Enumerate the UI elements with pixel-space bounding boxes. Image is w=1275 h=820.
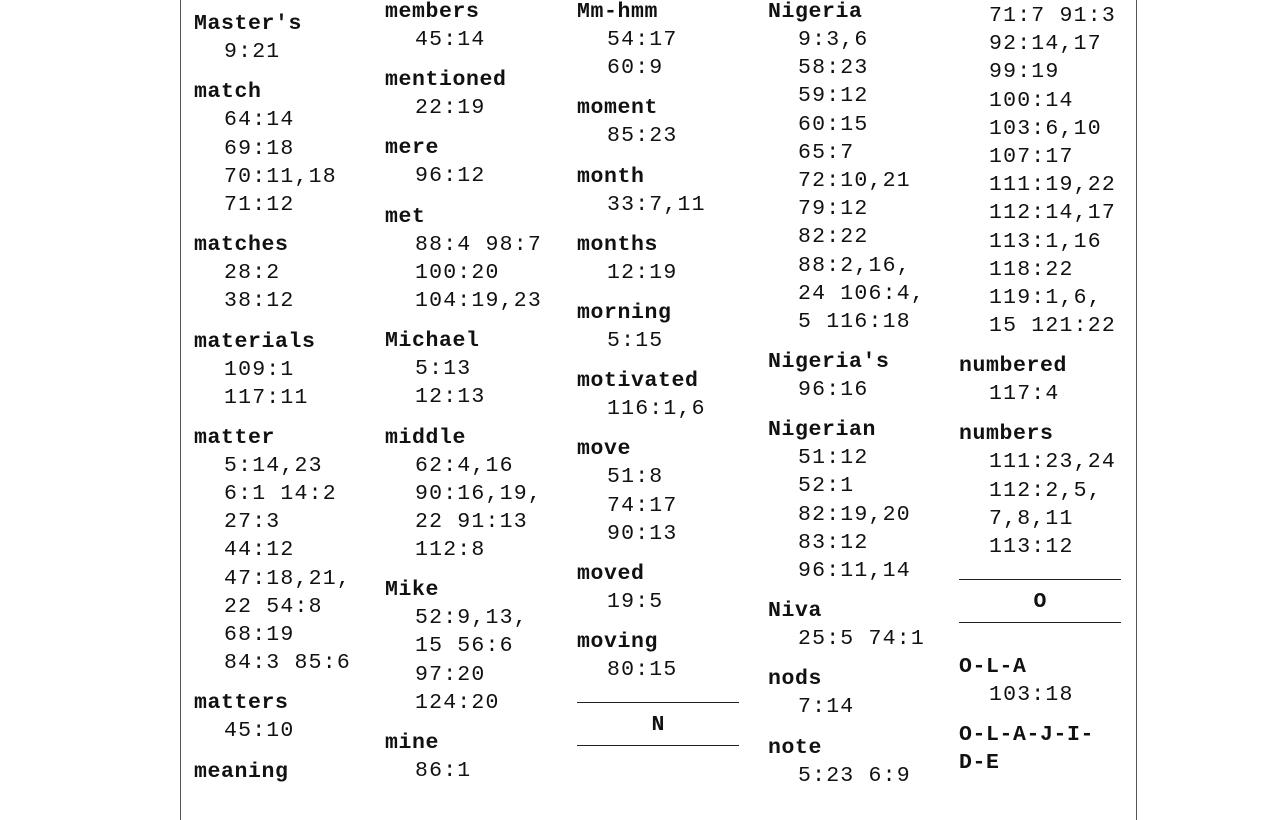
page-reference: 117:4 [989,382,1060,407]
index-term: matters [194,691,289,716]
page-reference: 44:12 [224,538,295,563]
page-reference: 45:10 [224,719,295,744]
index-column-3 [577,0,752,776]
page-references [959,380,1134,408]
page-reference: 103:6,10 [989,116,1102,141]
page-reference: 52:1 [798,474,855,499]
page-reference: 72:10,21 [798,168,911,193]
index-term: move [577,437,632,462]
page-reference: 64:14 [224,108,295,133]
page-references [385,94,560,122]
page-reference: 111:19,22 [989,173,1116,198]
page-references [577,395,752,423]
index-term: members [385,0,480,24]
page-references [385,604,560,717]
page-reference: 52:9,13, [415,606,528,631]
page-reference: 82:22 [798,225,869,250]
page-reference: 33:7,11 [607,192,706,217]
page-reference: 22:19 [415,96,486,121]
section-divider [577,745,739,746]
page-reference: 5:14,23 [224,453,323,478]
page-reference: 68:19 [224,623,295,647]
page-reference: 65:7 [798,140,855,165]
page-reference: 60:9 [607,56,664,81]
page-reference: 12:19 [607,260,678,285]
section-letter: O [1033,590,1047,615]
page-references [385,26,560,54]
page-reference: 22 54:8 [224,594,323,619]
index-term: D-E [959,751,1000,776]
page-references [959,2,1134,340]
page-references [959,681,1134,709]
page-reference: 6:1 14:2 [224,482,337,507]
page-reference: 117:11 [224,385,309,410]
index-term: middle [385,425,467,450]
page-reference: 69:18 [224,136,295,161]
index-term: mere [385,136,440,161]
page-reference: 96:16 [798,378,869,403]
page-reference: 24 106:4, [798,281,925,306]
page-reference: 5:15 [607,328,664,353]
page-references [385,231,560,316]
page-references [385,162,560,190]
index-term: matter [194,425,276,450]
page-references [577,327,752,355]
page-reference: 107:17 [989,144,1074,169]
page-reference: 90:13 [607,521,678,546]
page-references [194,38,369,66]
page-references [577,26,752,82]
section-divider [959,622,1121,623]
page-reference: 25:5 74:1 [798,627,925,652]
index-term: motivated [577,369,699,394]
index-term: matches [194,233,289,258]
page-reference: 100:20 [415,260,500,285]
index-term: Mm-hmm [577,0,659,24]
page-references [768,376,943,404]
section-letter: N [651,713,665,738]
page-reference: 99:19 [989,60,1060,85]
index-term: Nigeria's [768,350,890,375]
index-term: O-L-A-J-I- [959,723,1095,748]
index-column-2 [385,0,560,797]
page-reference: 15 56:6 [415,634,514,659]
page-reference: 22 91:13 [415,509,528,534]
section-divider [577,702,739,703]
index-term: moving [577,630,659,655]
page-reference: 112:14,17 [989,201,1116,226]
page-references [577,259,752,287]
page-references [768,26,943,336]
page-reference: 79:12 [798,197,869,222]
index-column-4 [768,0,943,802]
index-term: note [768,735,823,760]
page-reference: 58:23 [798,56,869,81]
index-term: numbers [959,422,1054,447]
page-reference: 27:3 [224,510,281,535]
page-reference: 5 116:18 [798,309,911,334]
index-term: match [194,80,262,105]
page-reference: 5:13 [415,357,472,382]
page-references [385,757,560,785]
page-references [385,355,560,411]
index-term: Niva [768,599,823,624]
page-reference: 96:12 [415,164,486,189]
page-reference: 9:21 [224,40,281,65]
page-reference: 12:13 [415,385,486,410]
page-reference: 100:14 [989,88,1074,113]
page-reference: 88:4 98:7 [415,232,542,257]
index-term: Nigeria [768,0,863,24]
index-term: Michael [385,329,480,354]
page-reference: 124:20 [415,690,500,715]
page-reference: 96:11,14 [798,559,911,583]
page-reference: 116:1,6 [607,397,706,422]
page-references [194,106,369,219]
page-references [194,259,369,315]
page-references [577,656,752,684]
page-reference: 45:14 [415,28,486,52]
page-reference: 47:18,21, [224,566,351,591]
page-reference: 51:8 [607,465,664,490]
page-reference: 104:19,23 [415,288,542,313]
page-reference: 113:1,16 [989,229,1102,254]
page-reference: 71:12 [224,192,295,217]
page-reference: 111:23,24 [989,450,1116,475]
page-references [194,452,369,678]
index-term: Mike [385,578,440,603]
page-reference: 51:12 [798,446,869,471]
page-reference: 70:11,18 [224,164,337,189]
page-references [577,122,752,150]
index-term: mine [385,731,440,755]
index-term: numbered [959,354,1068,379]
page-references [768,444,943,585]
index-term: morning [577,300,672,325]
page-reference: 60:15 [798,112,869,137]
page-reference: 28:2 [224,261,281,286]
page-reference: 54:17 [607,28,678,52]
index-term: months [577,232,659,257]
page-reference: 7,8,11 [989,506,1074,531]
index-term: Nigerian [768,418,877,443]
page-reference: 92:14,17 [989,32,1102,57]
page-reference: 15 121:22 [989,314,1116,339]
page-references [194,356,369,412]
page-references [768,693,943,721]
page-reference: 109:1 [224,357,295,382]
page-references [385,452,560,565]
page-reference: 59:12 [798,84,869,109]
index-column-1 [194,0,369,786]
page-reference: 82:19,20 [798,502,911,527]
page-reference: 62:4,16 [415,453,514,478]
page-reference: 7:14 [798,695,855,720]
page-reference: 112:2,5, [989,478,1102,503]
page-reference: 113:12 [989,535,1074,559]
index-term: nods [768,667,823,692]
index-column-5 [959,2,1134,777]
index-term: met [385,204,426,229]
page-reference: 5:23 6:9 [798,763,911,788]
page-reference: 80:15 [607,658,678,683]
index-term: Master's [194,12,303,37]
page-reference: 90:16,19, [415,481,542,506]
page-references [768,625,943,653]
page-reference: 74:17 [607,493,678,518]
page-references [577,463,752,548]
index-term: O-L-A [959,655,1027,680]
index-term: mentioned [385,68,507,93]
page-reference: 71:7 91:3 [989,4,1116,28]
index-term: month [577,164,645,189]
section-divider [959,579,1121,580]
index-page [180,0,1137,820]
page-reference: 103:18 [989,683,1074,708]
page-reference: 84:3 85:6 [224,651,351,676]
page-reference: 88:2,16, [798,253,911,278]
page-references [577,588,752,616]
page-reference: 86:1 [415,759,472,783]
index-term: moved [577,561,645,586]
index-term: meaning [194,759,289,784]
page-reference: 38:12 [224,289,295,314]
page-references [768,762,943,790]
page-reference: 83:12 [798,530,869,555]
page-references [194,717,369,745]
page-references [577,191,752,219]
page-reference: 19:5 [607,589,664,614]
index-term: moment [577,96,659,121]
index-term: materials [194,329,316,354]
page-reference: 97:20 [415,662,486,687]
page-reference: 9:3,6 [798,28,869,52]
page-reference: 85:23 [607,124,678,149]
page-reference: 119:1,6, [989,285,1102,310]
page-references [959,448,1134,561]
page-reference: 118:22 [989,257,1074,282]
page-reference: 112:8 [415,538,486,563]
